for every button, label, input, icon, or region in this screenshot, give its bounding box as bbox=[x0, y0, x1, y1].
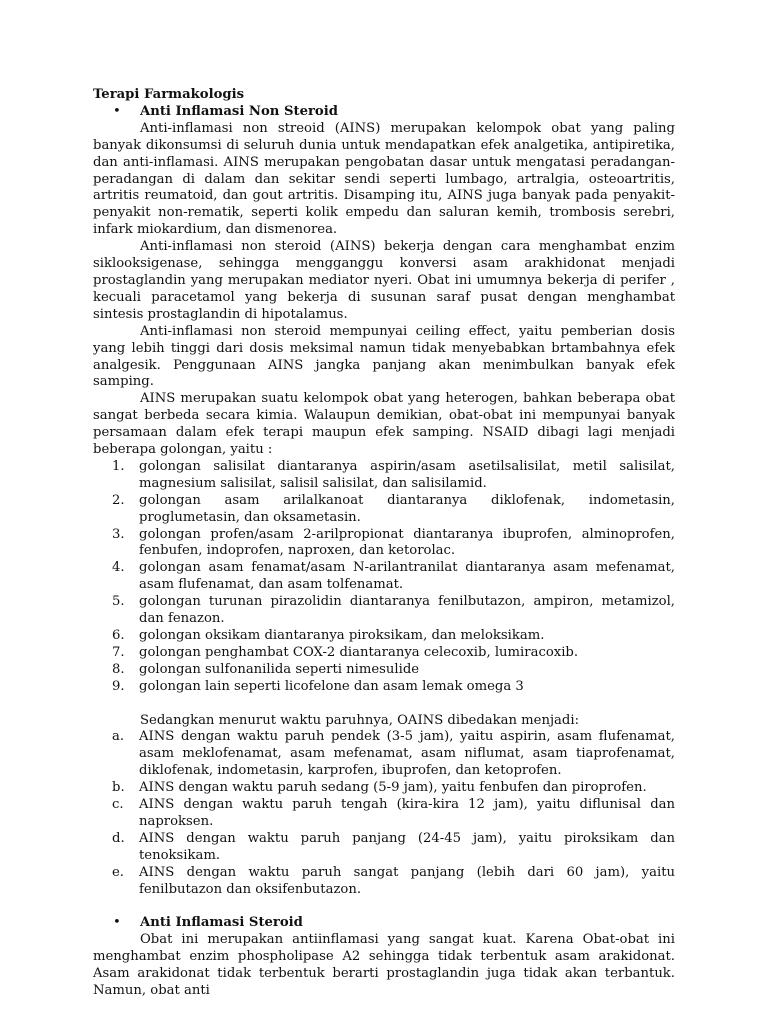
paragraph: Anti-inflamasi non steroid (AINS) bekerja dengan cara menghambat enzim siklooksigenase, sehingga mengganggu konversi asam arakhidonat menjadi prostaglandin yang merupakan mediator nyeri. Obat ini umumnya bekerja di perifer , kecuali paracetamol yang bekerja di susunan saraf pusat dengan menghambat sintesis prostaglandin di hipotalamus. bbox=[93, 239, 675, 322]
list-item-text: golongan turunan pirazolidin diantaranya fenilbutazon, ampiron, metamizol, dan fenazon. bbox=[139, 594, 675, 627]
list-item-text: golongan oksikam diantaranya piroksikam, dan meloksikam. bbox=[139, 628, 545, 643]
list-item bbox=[93, 729, 675, 780]
list-item-text: golongan lain seperti licofelone dan asam lemak omega 3 bbox=[139, 678, 524, 694]
list-item bbox=[93, 594, 675, 628]
list-marker: b. bbox=[112, 780, 125, 796]
list-marker: 9. bbox=[112, 678, 125, 694]
list-item bbox=[93, 645, 675, 662]
paragraph: Obat ini merupakan antiinflamasi yang sangat kuat. Karena Obat-obat ini menghambat enzim phospholipase A2 sehingga tidak terbentuk asam arakidonat. Asam arakidonat tidak terbentuk berarti prostaglandin juga tidak akan terbantuk. Namun, obat anti bbox=[93, 932, 675, 998]
list-item-text: AINS dengan waktu paruh tengah (kira-kira 12 jam), yaitu diflunisal dan naproksen. bbox=[139, 797, 675, 829]
spacer bbox=[93, 898, 675, 915]
spacer bbox=[93, 696, 675, 713]
halflife-intro: Sedangkan menurut waktu paruhnya, OAINS dibedakan menjadi: bbox=[140, 712, 580, 728]
list-item-text: golongan profen/asam 2-arilpropionat diantaranya ibuprofen, alminoprofen, fenbufen, indoprofen, naproxen, dan ketorolac. bbox=[139, 526, 675, 559]
list-item bbox=[93, 527, 675, 561]
list-item bbox=[93, 662, 675, 679]
list-item-text: AINS dengan waktu paruh panjang (24-45 jam), yaitu piroksikam dan tenoksikam. bbox=[139, 830, 675, 863]
list-item-text: golongan asam arilalkanoat diantaranya diklofenak, indometasin, proglumetasin, dan oksametasin. bbox=[139, 492, 675, 525]
list-item bbox=[93, 831, 675, 865]
list-item bbox=[93, 560, 675, 594]
section-heading-steroid: • Anti Inflamasi Steroid bbox=[93, 915, 675, 932]
list-marker: a. bbox=[112, 729, 125, 745]
list-marker: 3. bbox=[112, 526, 125, 542]
document-title: Terapi Farmakologis bbox=[93, 87, 245, 102]
list-item-text: AINS dengan waktu paruh sedang (5-9 jam), yaitu fenbufen dan piroprofen. bbox=[139, 780, 647, 796]
halflife-list bbox=[93, 729, 675, 898]
list-item bbox=[93, 628, 675, 645]
list-item-text: golongan penghambat COX-2 diantaranya celecoxib, lumiracoxib. bbox=[139, 644, 579, 660]
list-marker: 4. bbox=[112, 560, 125, 576]
list-item-text: AINS dengan waktu paruh pendek (3-5 jam), yaitu aspirin, asam flufenamat, asam meklofenamat, asam mefenamat, asam niflumat, asam tiaprofenamat, diklofenak, indometasin, karprofen, ibuprofen, dan ketoprofen. bbox=[139, 729, 675, 779]
list-item bbox=[93, 797, 675, 831]
list-marker: 2. bbox=[112, 492, 125, 508]
list-item-text: golongan sulfonanilida seperti nimesulide bbox=[139, 661, 420, 677]
list-item-text: golongan salisilat diantaranya aspirin/asam asetilsalisilat, metil salisilat, magnesium salisilat, salisil salisilat, dan salisilamid. bbox=[139, 458, 675, 491]
nsaid-groups-list bbox=[93, 459, 675, 696]
list-marker: 1. bbox=[112, 458, 125, 474]
list-marker: c. bbox=[112, 797, 124, 813]
list-item bbox=[93, 780, 675, 797]
list-item bbox=[93, 679, 675, 696]
paragraph: Anti-inflamasi non steroid mempunyai ceiling effect, yaitu pemberian dosis yang lebih tinggi dari dosis meksimal namun tidak menyebabkan brtambahnya efek analgesik. Penggunaan AINS jangka panjang akan menimbulkan banyak efek samping. bbox=[93, 323, 675, 390]
list-marker: 5. bbox=[112, 594, 125, 610]
list-marker: 8. bbox=[112, 661, 125, 677]
list-item-text: golongan asam fenamat/asam N-arilantranilat diantaranya asam mefenamat, asam flufenamat, dan asam tolfenamat. bbox=[139, 560, 675, 593]
list-marker: 6. bbox=[112, 628, 125, 643]
list-marker: 7. bbox=[112, 644, 125, 660]
list-item bbox=[93, 865, 675, 899]
document-body bbox=[93, 87, 675, 1000]
paragraph: Anti-inflamasi non streoid (AINS) merupakan kelompok obat yang paling banyak dikonsumsi di seluruh dunia untuk mendapatkan efek analgetika, antipiretika, dan anti-inflamasi. AINS merupakan pengobatan dasar untuk mengatasi peradangan-peradangan di dalam dan sekitar sendi seperti lumbago, artralgia, osteoartritis, artritis reumatoid, dan gout artritis. Disamping itu, AINS juga banyak pada penyakit-penyakit non-rematik, seperti kolik empedu dan saluran kemih, trombosis serebri, infark miokardium, dan dismenorea. bbox=[93, 120, 675, 238]
list-item bbox=[93, 459, 675, 493]
list-marker: e. bbox=[112, 864, 124, 880]
list-marker: d. bbox=[112, 830, 125, 846]
section-heading-nsaid: • Anti Inflamasi Non Steroid bbox=[93, 104, 675, 121]
list-item bbox=[93, 493, 675, 527]
paragraph: AINS merupakan suatu kelompok obat yang heterogen, bahkan beberapa obat sangat berbeda secara kimia. Walaupun demikian, obat-obat ini mempunyai banyak persamaan dalam efek terapi maupun efek samping. NSAID dibagi lagi menjadi beberapa golongan, yaitu : bbox=[93, 391, 675, 458]
list-item-text: AINS dengan waktu paruh sangat panjang (lebih dari 60 jam), yaitu fenilbutazon dan oksifenbutazon. bbox=[139, 864, 675, 897]
